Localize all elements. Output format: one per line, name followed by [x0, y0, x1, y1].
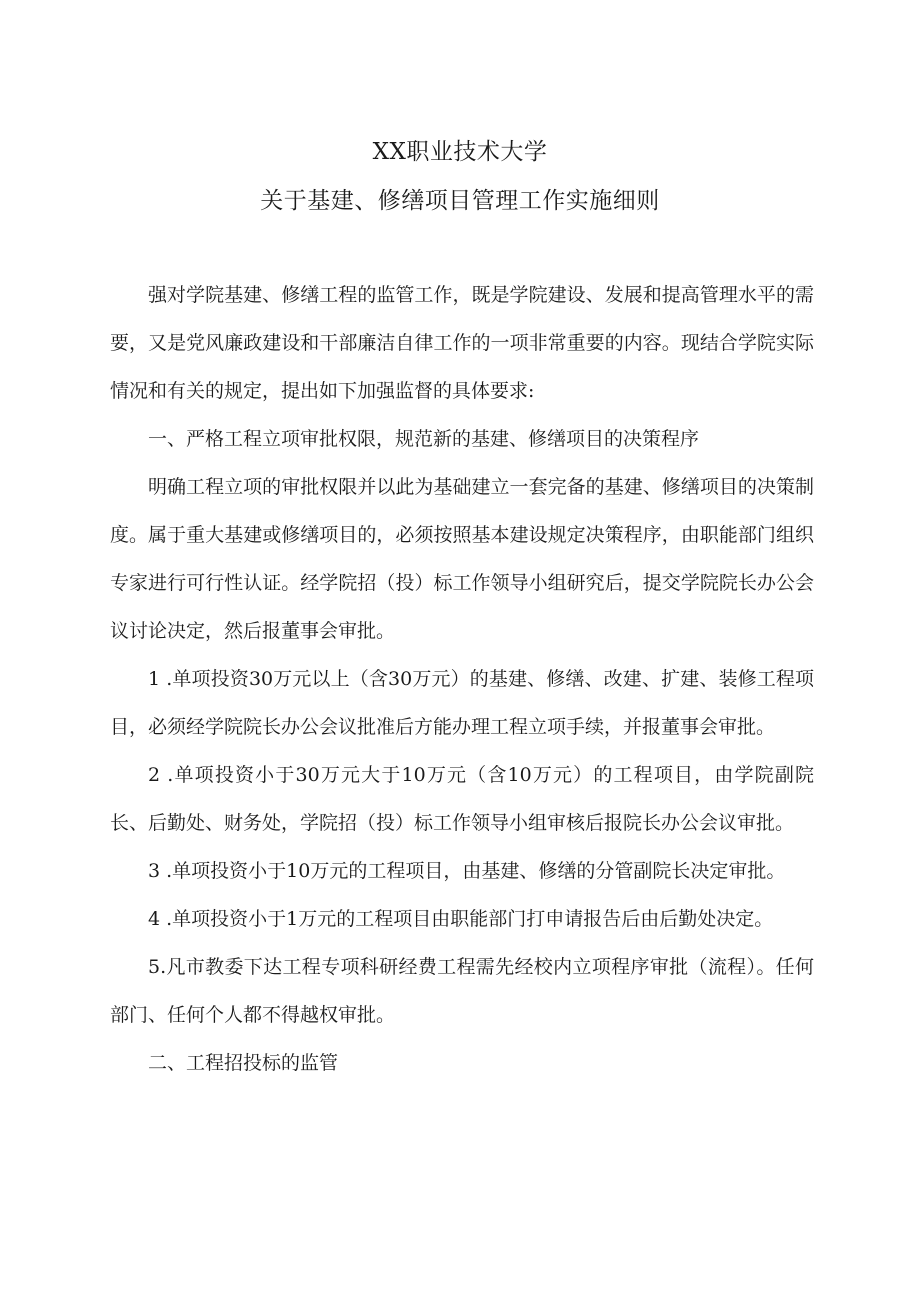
- intro-paragraph: 强对学院基建、修缮工程的监管工作，既是学院建设、发展和提高管理水平的需要，又是党风廉政建设和干部廉洁自律工作的一项非常重要的内容。现结合学院实际情况和有关的规定，提出如下加强监督的具体要求:: [110, 284, 814, 402]
- item-3-paragraph: 3 .单项投资小于10万元的工程项目，由基建、修缮的分管副院长决定审批。: [148, 860, 786, 882]
- document-body: [110, 271, 814, 1087]
- section-heading-1: 一、严格工程立项审批权限，规范新的基建、修缮项目的决策程序: [148, 428, 700, 450]
- item-5-paragraph: 5.凡市教委下达工程专项科研经费工程需先经校内立项程序审批（流程）。任何部门、任何个人都不得越权审批。: [110, 956, 814, 1026]
- item-4-paragraph: 4 .单项投资小于1万元的工程项目由职能部门打申请报告后由后勤处决定。: [148, 908, 774, 930]
- document-title: [0, 128, 920, 226]
- title-university: XX职业技术大学: [372, 139, 548, 165]
- title-subject: 关于基建、修缮项目管理工作实施细则: [260, 188, 660, 214]
- item-2-paragraph: 2 .单项投资小于30万元大于10万元（含10万元）的工程项目，由学院副院长、后勤处、财务处，学院招（投）标工作领导小组审核后报院长办公会议审批。: [110, 764, 814, 834]
- section-heading-2: 二、工程招投标的监管: [148, 1052, 339, 1074]
- section-1-paragraph: 明确工程立项的审批权限并以此为基础建立一套完备的基建、修缮项目的决策制度。属于重大基建或修缮项目的，必须按照基本建设规定决策程序，由职能部门组织专家进行可行性认证。经学院招（投）标工作领导小组研究后，提交学院院长办公会议讨论决定，然后报董事会审批。: [110, 476, 814, 642]
- item-1-paragraph: 1 .单项投资30万元以上（含30万元）的基建、修缮、改建、扩建、装修工程项目，必须经学院院长办公会议批准后方能办理工程立项手续，并报董事会审批。: [110, 668, 814, 738]
